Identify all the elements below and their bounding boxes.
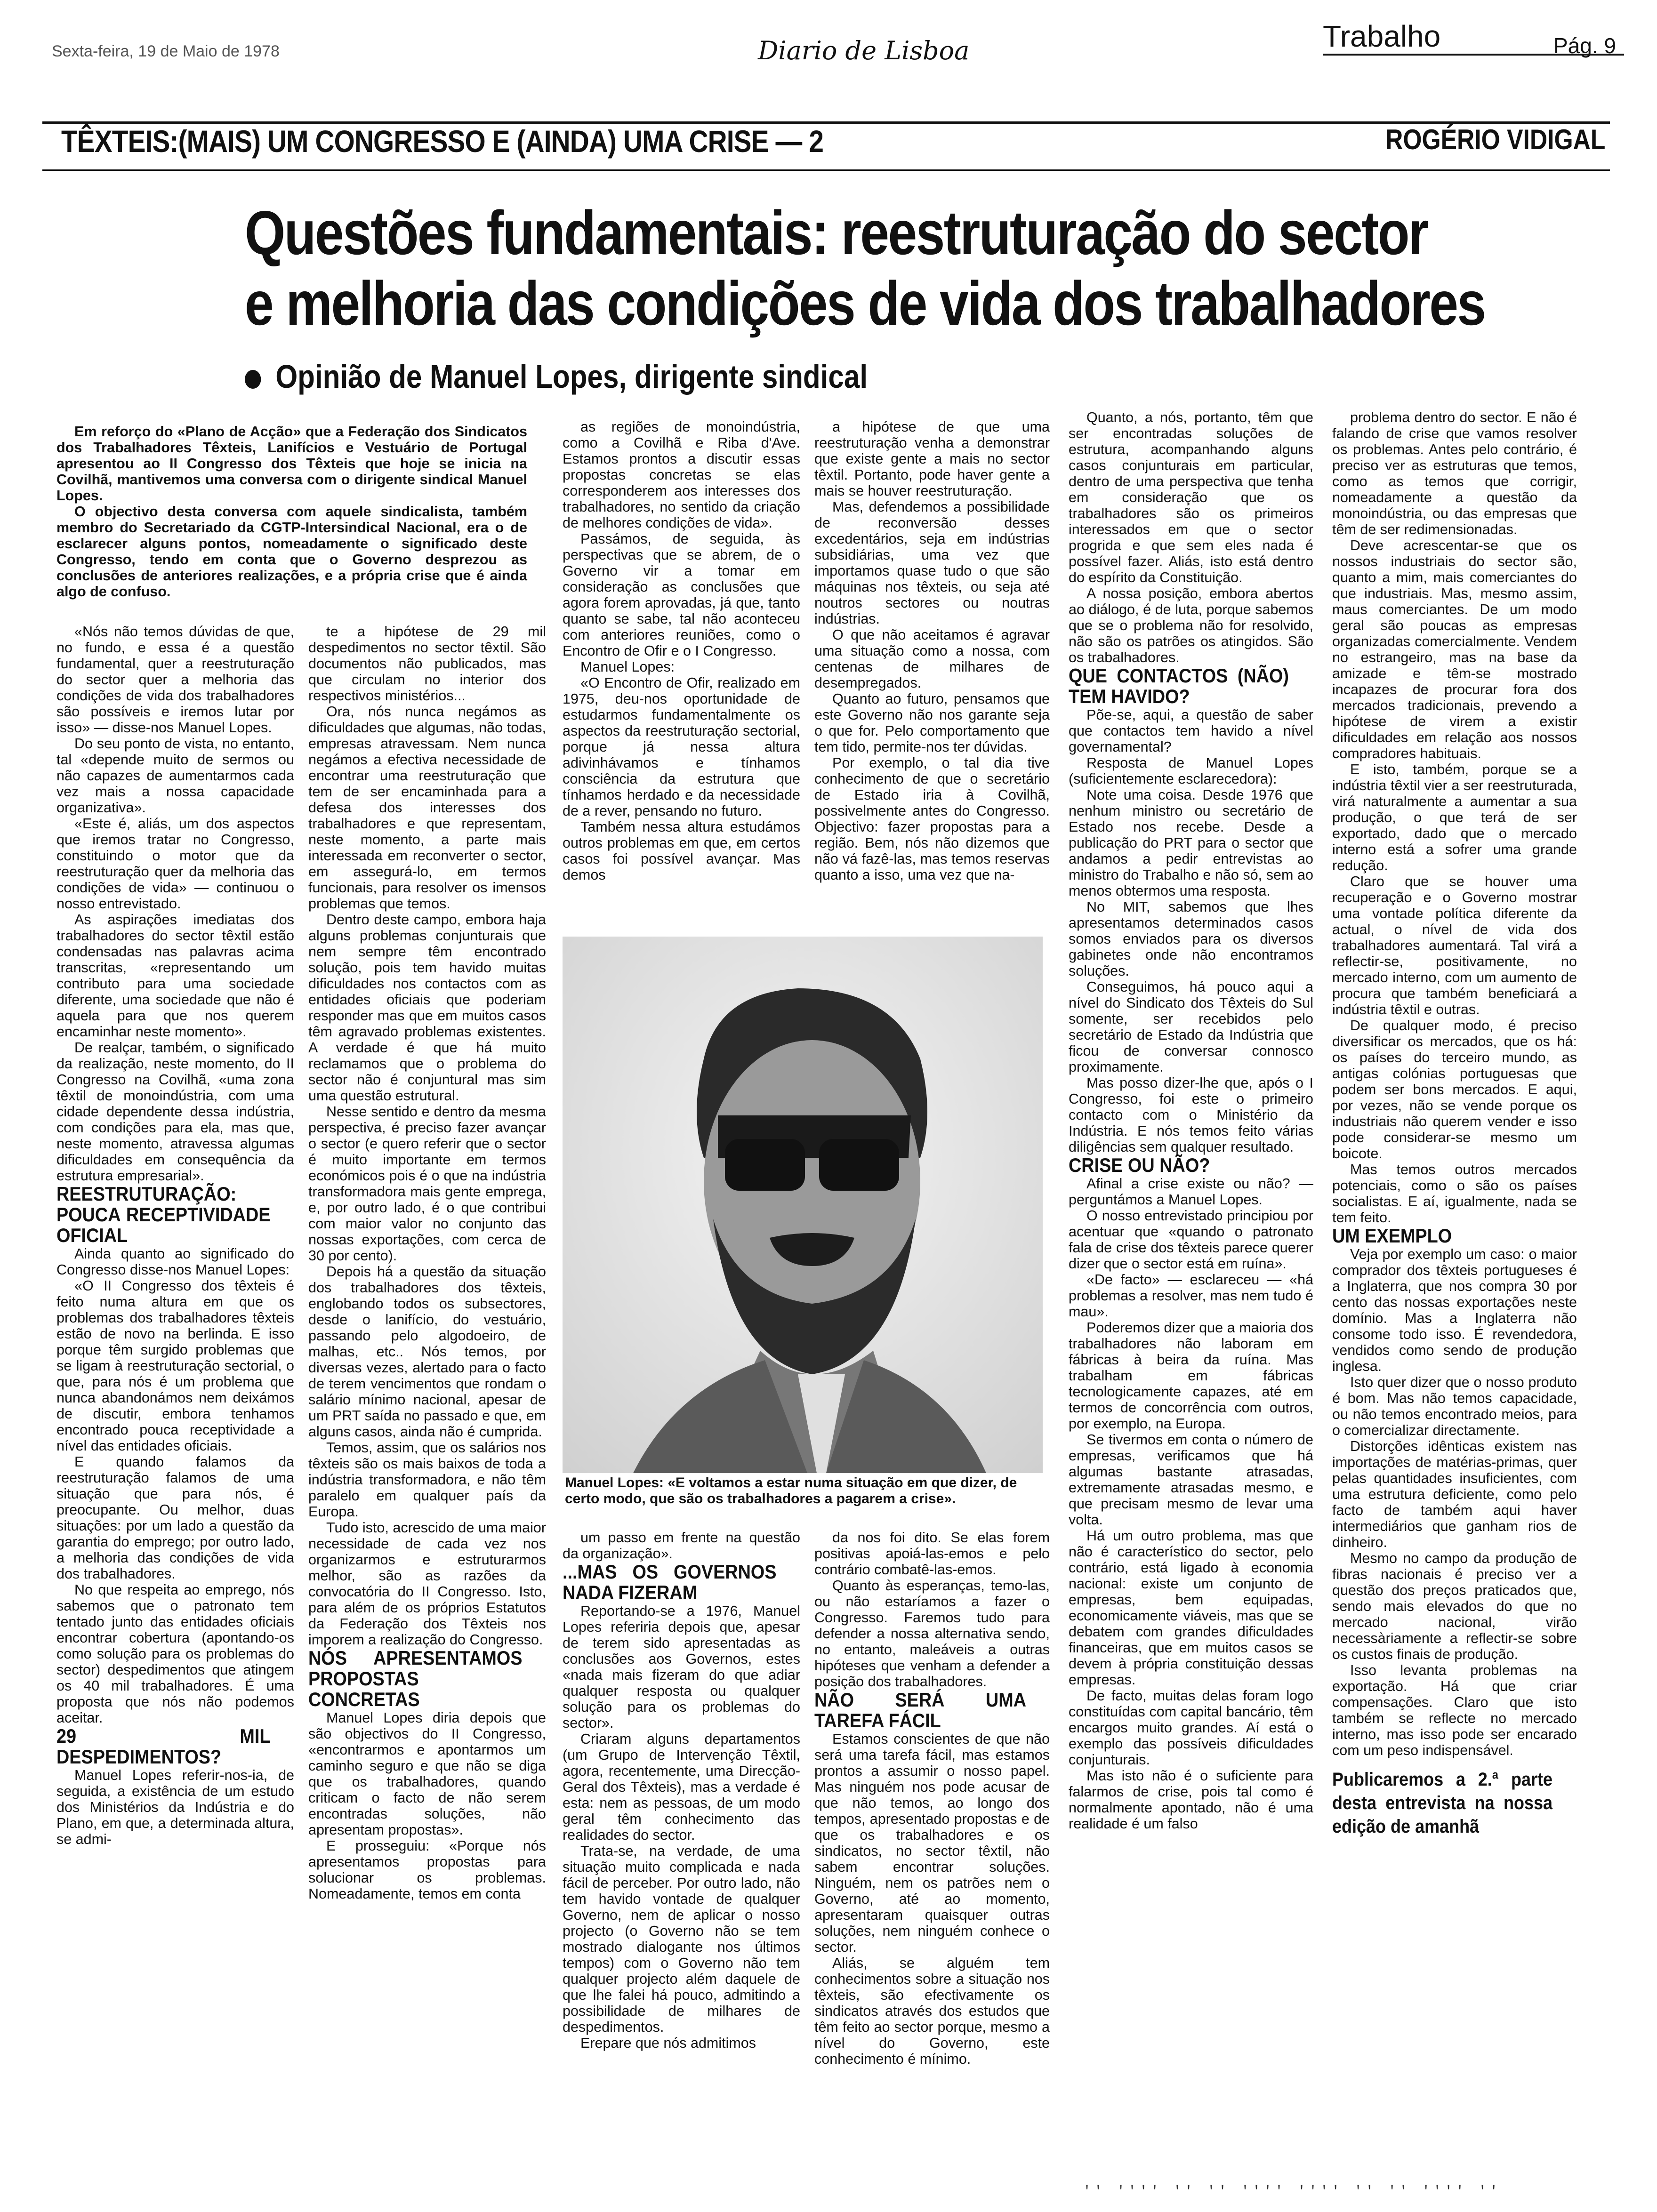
paragraph: Distorções idênticas existem nas importações de matérias-primas, quer pelas quantidades insuficientes, com uma estrutura deficiente, como pelo facto de também aqui haver intermediários que ganham rios de dinheiro. (1332, 1438, 1577, 1550)
paragraph: Manuel Lopes referir-nos-ia, de seguida, a existência de um estudo dos Ministérios da Indústria e do Plano, em que, a determinada altura, se admi- (56, 1767, 294, 1847)
paragraph: Trata-se, na verdade, de uma situação muito complicada e nada fácil de perceber. Por outro lado, não tem havido vontade de qualquer Governo, nem de aplicar o nosso projecto (o Governo não se tem mostrado dialogante nos últimos tempos) com o Governo não tem qualquer projecto além daquele de que lhe falei há pouco, admitindo a possibilidade de milhares de despedimentos. (563, 1843, 800, 2035)
column-3-lower (563, 1530, 800, 2170)
kicker-text: Opinião de Manuel Lopes, dirigente sindical (275, 358, 868, 395)
paragraph: No que respeita ao emprego, nós sabemos que o patronato tem tentado junto das entidades oficiais encontrar cobertura (apontando-os como solução para os problemas do sector) despedimentos que atingem os 40 mil trabalhadores. É uma proposta que nós não podemos aceitar. (56, 1582, 294, 1726)
subheading: NÓS APRESENTAMOS PROPOSTAS CONCRETAS (308, 1647, 523, 1710)
paragraph: Temos, assim, que os salários nos têxteis são os mais baixos de toda a indústria transformadora, e não têm paralelo em qualquer país da Europa. (308, 1440, 546, 1520)
column-4 (814, 419, 1050, 927)
paragraph: Estamos conscientes de que não será uma tarefa fácil, mas estamos prontos a assumir o nosso papel. Mas ninguém nos pode acusar de que não temos, ao longo dos tempos, apresentado propostas e de que os trabalhadores e os sindicatos, no sector têxtil, não sabem encontrar soluções. Ninguém, nem os patrões nem o Governo, até ao momento, apresentaram quaisquer outras soluções, nem ninguém conhece o sector. (814, 1731, 1050, 1955)
paragraph: «O II Congresso dos têxteis é feito numa altura em que os problemas dos trabalhadores têxteis estão de novo na berlinda. E isso porque têm surgido problemas que se ligam à reestruturação sectorial, o que, para nós é um problema que nunca abandonámos nem deixámos de discutir, embora tenhamos encontrado pouca receptividade a nível das entidades oficiais. (56, 1278, 294, 1454)
column-3 (563, 419, 800, 927)
portrait-photo (563, 937, 1043, 1473)
column-1 (56, 624, 294, 2167)
paragraph: De realçar, também, o significado da realização, neste momento, do II Congresso na Covilhã, «uma zona têxtil de monoindústria, com uma cidade dependente dessa indústria, com condições para ela, mas que, neste momento, atravessa algumas dificuldades em consequência da estrutura empresarial». (56, 1040, 294, 1184)
paragraph: Quanto às esperanças, temo-las, ou não estaríamos a fazer o Congresso. Faremos tudo para defender a nossa alternativa sendo, no entanto, maleáveis a outras hipóteses que venham a defender a posição dos trabalhadores. (814, 1578, 1050, 1690)
paragraph: «De facto» — esclareceu — «há problemas a resolver, mas nem tudo é mau». (1069, 1272, 1313, 1320)
issue-date: Sexta-feira, 19 de Maio de 1978 (52, 42, 280, 60)
paragraph: Do seu ponto de vista, no entanto, tal «depende muito de sermos ou não capazes de aumentarmos cada vez mais a nossa capacidade organizativa». (56, 736, 294, 816)
section-name: Trabalho (1323, 19, 1441, 53)
paragraph: Reportando-se a 1976, Manuel Lopes referiria depois que, apesar de terem sido apresentadas as conclusões aos Governos, estes «nada mais fizeram do que adiar qualquer resposta ou qualquer solução para os problemas do sector». (563, 1603, 800, 1731)
subheading: REESTRUTURAÇÃO: POUCA RECEPTIVIDADE OFICIAL (56, 1183, 271, 1246)
paragraph: Deve acrescentar-se que os nossos industriais do sector são, quanto a mim, mais comerciantes do que industriais. Mas, mesmo assim, maus comerciantes. De um modo geral são poucas as empresas organizadas comercialmente. Vendem no estrangeiro, mas na base da amizade e têm-se mostrado incapazes de procurar fora dos mercados tradicionais, prevendo a hipótese de virem a existir dificuldades em relação aos nossos compradores habituais. (1332, 537, 1577, 761)
column-2 (308, 624, 546, 2167)
paragraph: Veja por exemplo um caso: o maior comprador dos têxteis portugueses é a Inglaterra, que nos compra 30 por cento das nossas exportações neste domínio. Mas a Inglaterra não consome todo isso. É revendedora, vendidos como sendo de produção inglesa. (1332, 1246, 1577, 1374)
photo-caption: Manuel Lopes: «E voltamos a estar numa situação em que dizer, de certo modo, que são os trabalhadores a pagarem a crise». (565, 1475, 1017, 1507)
byline: ROGÉRIO VIDIGAL (1385, 124, 1605, 155)
paragraph: Mas, defendemos a possibilidade de reconversão desses excedentários, seja em indústrias subsidiárias, uma vez que importamos quase tudo o que são máquinas nos têxteis, ou seja até noutros sectores ou noutras indústrias. (814, 499, 1050, 627)
paragraph: Quanto, a nós, portanto, têm que ser encontradas soluções de estrutura, acompanhando alguns casos conjunturais em particular, dentro de uma perspectiva que tenha em consideração que os trabalhadores são os primeiros interessados em que o sector progrida e que sem eles nada é possível fazer. Aliás, isto está dentro do espírito da Constituição. (1069, 409, 1313, 585)
paragraph: te a hipótese de 29 mil despedimentos no sector têxtil. São documentos não publicados, mas que circulam no interior dos respectivos ministérios... (308, 624, 546, 704)
paragraph: No MIT, sabemos que lhes apresentamos determinados casos somos enviados para os diversos gabinetes onde não encontramos soluções. (1069, 899, 1313, 979)
paragraph: E isto, também, porque se a indústria têxtil vier a ser reestruturada, virá naturalmente a aumentar a sua produção, o que terá de ser exportado, dado que o mercado interno está a sofrer uma grande redução. (1332, 761, 1577, 874)
paragraph: Mas temos outros mercados potenciais, como o são os países socialistas. E aí, igualmente, nada se tem feito. (1332, 1162, 1577, 1226)
paragraph: Isto quer dizer que o nosso produto é bom. Mas não temos capacidade, ou não temos encontrado meios, para o comercializar directamente. (1332, 1374, 1577, 1438)
paragraph: E prosseguiu: «Porque nós apresentamos propostas para solucionar os problemas. Nomeadamente, temos em conta (308, 1838, 546, 1902)
page-number: Pág. 9 (1553, 33, 1616, 58)
paragraph: «O Encontro de Ofir, realizado em 1975, deu-nos oportunidade de estudarmos fundamentalmente os aspectos da reestruturação sectorial, porque já nessa altura adivinhávamos e tínhamos consciência da estrutura que tínhamos herdado e da necessidade de a rever, pensando no futuro. (563, 675, 800, 819)
paragraph: Há um outro problema, mas que não é característico do sector, pelo contrário, está ligado à economia nacional: existe um conjunto de empresas, bem equipadas, economicamente viáveis, mas que se debatem com grandes dificuldades financeiras, que em muitos casos se devem à própria constituição dessas empresas. (1069, 1528, 1313, 1688)
headline-line-2: e melhoria das condições de vida dos trabalhadores (245, 269, 1485, 338)
headline (245, 198, 1485, 339)
paragraph: Por exemplo, o tal dia tive conhecimento de que o secretário de Estado iria à Covilhã, possivelmente antes do Congresso. Objectivo: fazer propostas para a região. Bem, nós não dizemos que não vá fazê-las, mas temos reservas quanto a isso, uma vez que na- (814, 755, 1050, 883)
paragraph: Manuel Lopes: (580, 659, 675, 675)
paragraph: Se tivermos em conta o número de empresas, verificamos que há algumas bastante atrasadas, extremamente atrasadas mesmo, e que precisam mesmo de levar uma volta. (1069, 1432, 1313, 1528)
paragraph: Claro que se houver uma recuperação e o Governo mostrar uma vontade política diferente da actual, o nível de vida dos trabalhadores aumentará. Tal virá a reflectir-se, positivamente, no mercado interno, com um aumento de procura que também beneficiará a indústria têxtil e outras. (1332, 874, 1577, 1018)
paragraph: Resposta de Manuel Lopes (suficientemente esclarecedora): (1069, 755, 1313, 787)
paragraph: Manuel Lopes diria depois que são objectivos do II Congresso, «encontrarmos e apontarmos um caminho seguro e que não se diga que os trabalhadores, quando criticam o facto de não serem encontradas soluções, não apresentam propostas». (308, 1710, 546, 1838)
paragraph: Mas posso dizer-lhe que, após o I Congresso, foi este o primeiro contacto com o Ministério da Indústria. E nós temos feito várias diligências sem qualquer resultado. (1069, 1075, 1313, 1155)
subheading: 29 MIL DESPEDIMENTOS? (56, 1725, 271, 1768)
column-6 (1332, 409, 1577, 2170)
paragraph: Depois há a questão da situação dos trabalhadores dos têxteis, englobando todos os subsectores, desde o lanifício, do vestuário, passando pelo algodoeiro, de malhas, etc.. Nós temos, por diversas vezes, alertado para o facto de terem vencimentos que rondam o salário mínimo nacional, apesar de um PRT saída no passado e que, em alguns casos, ainda não é cumprida. (308, 1264, 546, 1440)
subheading: NÃO SERÁ UMA TAREFA FÁCIL (814, 1689, 1026, 1731)
paragraph: O que não aceitamos é agravar uma situação como a nossa, com centenas de milhares de desempregados. (814, 627, 1050, 691)
paragraph: O nosso entrevistado principiou por acentuar que «quando o patronato fala de crise dos têxteis parece querer dizer que o sector está em ruína». (1069, 1208, 1313, 1272)
lead-text-1: Em reforço do «Plano de Acção» que a Federação dos Sindicatos dos Trabalhadores Têxteis, Lanifícios e Vestuário de Portugal apresentou ao II Congresso dos Têxteis que hoje se inicia na Covilhã, mantivemos uma conversa com o dirigente sindical Manuel Lopes. (56, 424, 527, 504)
paragraph: Note uma coisa. Desde 1976 que nenhum ministro ou secretário de Estado nos recebe. Desde a publicação do PRT para o sector que andamos a pedir entrevistas ao ministro do Trabalho e não só, sem ao menos obtermos uma resposta. (1069, 787, 1313, 899)
paragraph: Ora, nós nunca negámos as dificuldades que algumas, não todas, empresas atravessam. Nem nunca negámos a efectiva necessidade de encontrar uma reestruturação que tem de ser encaminhada para a defesa dos interesses dos trabalhadores e que representam, neste momento, a parte mais interessada em reconverter o sector, em assegurá-lo, em termos funcionais, para resolver os imensos problemas que temos. (308, 704, 546, 912)
header-rule (42, 169, 1610, 171)
paragraph: A nossa posição, embora abertos ao diálogo, é de luta, porque sabemos que se o problema não for resolvido, não são os patrões os atingidos. São os trabalhadores. (1069, 585, 1313, 665)
paragraph: E quando falamos da reestruturação falamos de uma situação que para nós, é preocupante. Ou melhor, duas situações: por um lado a questão da garantia do emprego; por outro lado, a melhoria das condições de vida dos trabalhadores. (56, 1454, 294, 1582)
paragraph: Erepare que nós admitimos (580, 2035, 756, 2051)
portrait-image (563, 937, 1043, 1473)
paragraph: a hipótese de que uma reestruturação venha a demonstrar que existe gente a mais no sector têxtil. Portanto, pode haver gente a mais se houver reestruturação. (814, 419, 1050, 499)
paragraph: Poderemos dizer que a maioria dos trabalhadores não laboram em fábricas à beira da ruína. Mas trabalham em fábricas tecnologicamente capazes, até em termos de concorrência com outros, por exemplo, na Europa. (1069, 1320, 1313, 1432)
paragraph: um passo em frente na questão da organização». (563, 1530, 800, 1562)
paragraph: Também nessa altura estudámos outros problemas em que, em certos casos foi possível avançar. Mas demos (563, 819, 800, 883)
paragraph: De facto, muitas delas foram logo constituídas com capital bancário, têm encargos muito grandes. Aí está o exemplo das possíveis dificuldades conjunturais. (1069, 1688, 1313, 1768)
paragraph: as regiões de monoindústria, como a Covilhã e Riba d'Ave. Estamos prontos a discutir essas propostas concretas se elas corresponderem aos interesses dos trabalhadores, no sentido da criação de melhores condições de vida». (563, 419, 800, 531)
paragraph: Aliás, se alguém tem conhecimentos sobre a situação nos têxteis, são efectivamente os sindicatos através dos estudos que têm feito ao sector porque, mesmo a nível do Governo, este conhecimento é mínimo. (814, 1955, 1050, 2067)
subheading: QUE CONTACTOS (NÃO) TEM HAVIDO? (1069, 665, 1289, 707)
paragraph: Mesmo no campo da produção de fibras nacionais é preciso ver a questão dos preços praticados que, sendo mais elevados do que no mercado nacional, virão necessàriamente a reflectir-se sobre os custos finais de produção. (1332, 1550, 1577, 1662)
paragraph: Passámos, de seguida, às perspectivas que se abrem, de o Governo vir a tomar em consideração as conclusões que agora forem aprovadas, já que, tanto quanto se sabe, tal não aconteceu com anteriores reuniões, como o Encontro de Ofir e o I Congresso. (563, 531, 800, 659)
paragraph: Criaram alguns departamentos (um Grupo de Intervenção Têxtil, agora, recentemente, uma Direcção-Geral dos Têxteis), mas a verdade é esta: nem as pessoas, de um modo geral têm conhecimento das realidades do sector. (563, 1731, 800, 1843)
paragraph: De qualquer modo, é preciso diversificar os mercados, que os há: os países do terceiro mundo, as antigas colónias portuguesas que podem ser bons mercados. E aqui, por vezes, não se vende porque os industriais não querem vender e isso pode considerar-se mesmo um boicote. (1332, 1018, 1577, 1162)
footer-marks: '' '''' '' '' '''' '''' '' '' '''' '' (1083, 2184, 1501, 2200)
subheading: UM EXEMPLO (1332, 1225, 1452, 1247)
paragraph: «Este é, aliás, um dos aspectos que iremos tratar no Congresso, constituindo o motor que da reestruturação quer da melhoria das condições de vida» — continuou o nosso entrevistado. (56, 816, 294, 912)
headline-line-1: Questões fundamentais: reestruturação do sector (245, 198, 1428, 267)
paragraph: Põe-se, aqui, a questão de saber que contactos tem havido a nível governamental? (1069, 707, 1313, 755)
paragraph: Afinal a crise existe ou não? — perguntámos a Manuel Lopes. (1069, 1176, 1313, 1208)
paragraph: «Nós não temos dúvidas de que, no fundo, e essa é a questão fundamental, quer a reestruturação do sector quer a melhoria das condições de vida dos trabalhadores são possíveis e iremos lutar por isso» — disse-nos Manuel Lopes. (56, 624, 294, 736)
lead-paragraph (56, 424, 527, 600)
series-title: TÊXTEIS:(MAIS) UM CONGRESSO E (AINDA) UMA CRISE — 2 (61, 124, 824, 159)
paragraph: Tudo isto, acrescido de uma maior necessidade de cada vez nos organizarmos e estruturarmos melhor, são as razões da convocatória do II Congresso. Isto, para além de os próprios Estatutos da Federação dos Têxteis nos imporem a realização do Congresso. (308, 1520, 546, 1648)
paragraph: Conseguimos, há pouco aqui a nível do Sindicato dos Têxteis do Sul somente, ser recebidos pelo secretário de Estado da Indústria que ficou de conversar connosco proximamente. (1069, 979, 1313, 1075)
paragraph: Quanto ao futuro, pensamos que este Governo não nos garante seja o que for. Pelo comportamento que tem tido, permite-nos ter dúvidas. (814, 691, 1050, 755)
continuation-note: Publicaremos a 2.ª parte desta entrevista na nossa edição de amanhã (1332, 1769, 1552, 1837)
subheading: ...MAS OS GOVERNOS NADA FIZERAM (563, 1561, 777, 1603)
column-4-lower (814, 1530, 1050, 2170)
paragraph: Dentro deste campo, embora haja alguns problemas conjunturais que nem sempre têm encontrado solução, pois tem havido muitas dificuldades nos contactos com as entidades oficiais que poderiam responder mas que em muitos casos têm agravado problemas existentes. A verdade é que há muito reclamamos que o problema do sector não é conjuntural mas sim uma questão estrutural. (308, 912, 546, 1104)
lead-text-2: O objectivo desta conversa com aquele sindicalista, também membro do Secretariado da CGTP-Intersindical Nacional, era o de esclarecer alguns pontos, nomeadamente o significado deste Congresso, tendo em conta que o Governo desprezou as conclusões de anteriores realizações, e a própria crise que é ainda algo de confuso. (56, 504, 527, 600)
bullet-icon (245, 370, 261, 389)
paragraph: Mas isto não é o suficiente para falarmos de crise, pois tal como é normalmente apontado, não é uma realidade é um falso (1069, 1768, 1313, 1832)
paragraph: problema dentro do sector. E não é falando de crise que vamos resolver os problemas. Antes pelo contrário, é preciso ver as estruturas que temos, como as temos que corrigir, nomeadamente a questão da monoindústria, ou das empresas que têm de ser redimensionadas. (1332, 409, 1577, 537)
paragraph: As aspirações imediatas dos trabalhadores do sector têxtil estão condensadas nas palavras acima transcritas, «representando um contributo para uma sociedade diferente, uma sociedade que não é aquela para que nos querem encaminhar neste momento». (56, 912, 294, 1040)
newspaper-name: Diario de Lisboa (758, 36, 970, 65)
paragraph: da nos foi dito. Se elas forem positivas apoiá-las-emos e pelo contrário combatê-las-emos. (814, 1530, 1050, 1578)
paragraph: Ainda quanto ao significado do Congresso disse-nos Manuel Lopes: (56, 1246, 294, 1278)
column-5 (1069, 409, 1313, 2170)
subheading: CRISE OU NÃO? (1069, 1154, 1210, 1176)
kicker (245, 358, 868, 395)
paragraph: Nesse sentido e dentro da mesma perspectiva, é preciso fazer avançar o sector (e quero referir que o sector é muito importante em termos económicos pois é o que na indústria transformadora mais gente emprega, e, por outro lado, é o que contribui com maior valor no conjunto das nossas exportações, com cerca de 30 por cento). (308, 1104, 546, 1264)
masthead (33, 14, 1643, 75)
paragraph: Isso levanta problemas na exportação. Há que criar compensações. Claro que isto também se reflecte no mercado interno, mas isso pode ser encarado com um peso indispensável. (1332, 1662, 1577, 1758)
